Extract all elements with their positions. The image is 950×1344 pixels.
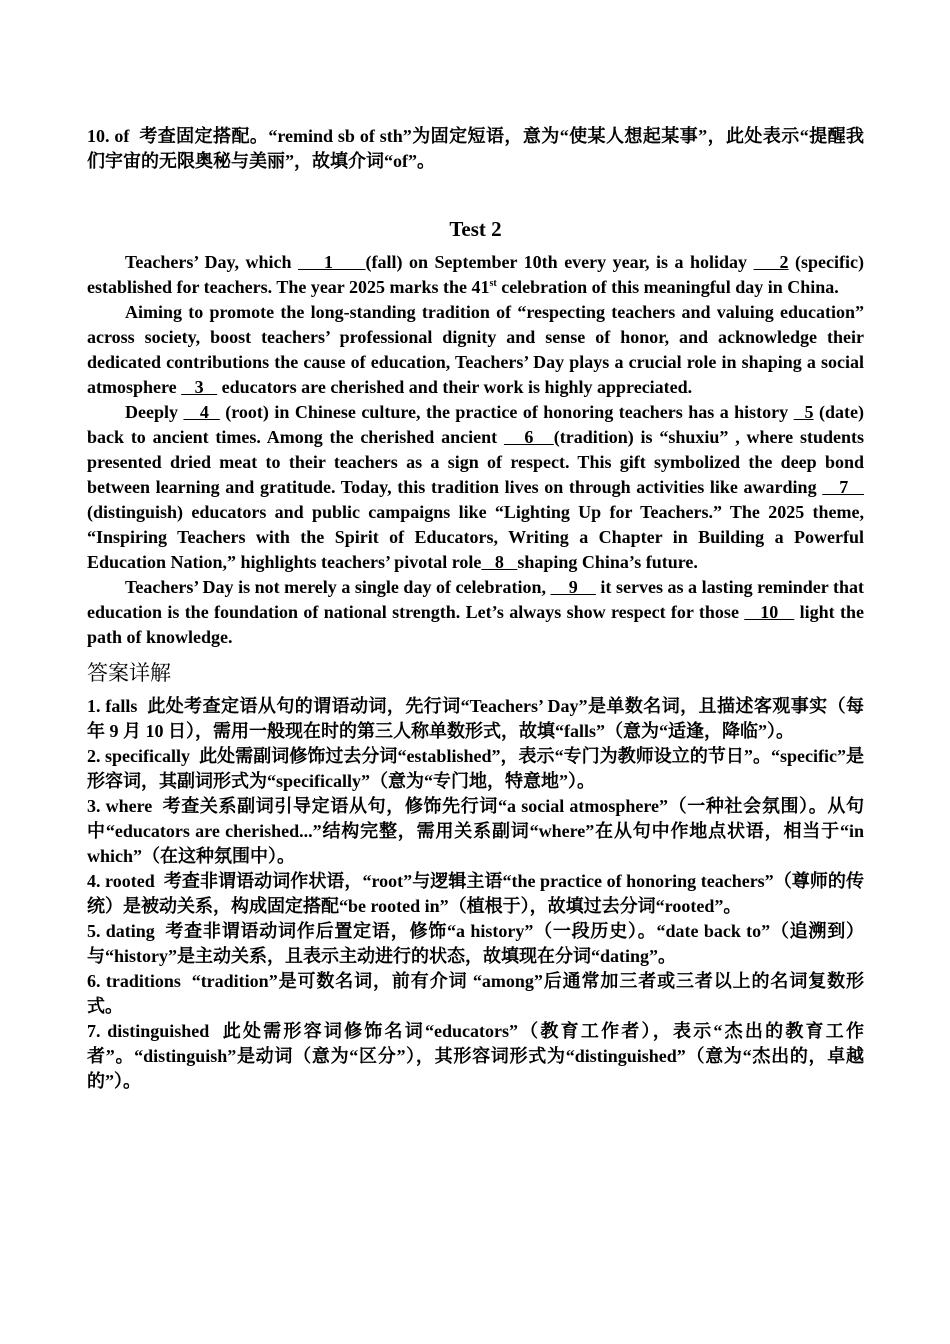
passage-paragraph <box>87 250 864 300</box>
answer-key: 7. distinguished <box>87 1021 210 1041</box>
passage-text: shaping China’s future. <box>517 552 698 572</box>
answer-text: 此处考查定语从句的谓语动词，先行词“Teachers’ Day”是单数名词，且描述客观事实（每年 9 月 10 日），需用一般现在时的第三人称单数形式，故填“falls”（意为“适逢，降临”）。 <box>87 696 865 741</box>
answer-text: 考查非谓语动词作后置定语，修饰“a history”（一段历史）。“date back to”（追溯到）与“history”是主动关系，且表示主动进行的状态，故填现在分词“dating”。 <box>87 921 864 966</box>
previous-answer-10 <box>87 124 864 174</box>
passage-text: (root) in Chinese culture, the practice of honoring teachers has a history <box>219 402 794 422</box>
answer-key: 2. specifically <box>87 746 191 766</box>
blank-8[interactable]: 8 <box>481 552 518 572</box>
passage-text: (fall) on September 10th every year, is a holiday <box>365 252 754 272</box>
answer-text: 考查固定搭配。“remind sb of sth”为固定短语，意为“使某人想起某事”，此处表示“提醒我们宇宙的无限奥秘与美丽”，故填介词“of”。 <box>87 126 865 171</box>
answer-item <box>87 1019 864 1094</box>
passage-text: educators are cherished and their work is highly appreciated. <box>217 377 693 397</box>
passage-text: Aiming to promote the long-standing tradition of “respecting teachers and valuing education” across society, boost teachers’ professional dignity and sense of honor, and acknowledge their dedicated contributions the cause of education, Teachers’ Day plays a crucial role in shaping a social atmosphere <box>87 302 864 397</box>
answer-item <box>87 919 864 969</box>
answers-heading: 答案详解 <box>87 661 171 685</box>
answer-item <box>87 744 864 794</box>
answer-text: “tradition”是可数名词，前有介词 “among”后通常加三者或三者以上的名词复数形式。 <box>87 971 864 1016</box>
answer-key: 3. where <box>87 796 153 816</box>
blank-3[interactable]: 3 <box>181 377 218 397</box>
answer-key: 6. traditions <box>87 971 181 991</box>
answer-key: 5. dating <box>87 921 155 941</box>
passage-text: (distinguish) educators and public campaigns like “Lighting Up for Teachers.” The 2025 theme, “Inspiring Teachers with the Spirit of Educators, Writing a Chapter in Building a Powerful Education Nation,” highlights teachers’ pivotal role <box>87 502 864 572</box>
answer-item <box>87 794 864 869</box>
blank-7[interactable]: 7 <box>822 477 864 497</box>
blank-5[interactable]: 5 <box>793 402 814 422</box>
blank-2[interactable]: 2 <box>753 252 789 272</box>
passage-text: Teachers’ Day is not merely a single day of celebration, <box>125 577 551 597</box>
answer-text: 考查关系副词引导定语从句，修饰先行词“a social atmosphere”（一种社会氛围）。从句中“educators are cherished...”结构完整，需用关系副词“where”在从句中作地点状语，相当于“in which”（在这种氛围中）。 <box>87 796 865 866</box>
passage-text: it serves as a lasting reminder that education is the foundation of national strength. Let’s always show respect for those <box>87 577 864 622</box>
answer-text: 考查非谓语动词作状语，“root”与逻辑主语“the practice of honoring teachers”（尊师的传统）是被动关系，构成固定搭配“be rooted in”（植根于），故填过去分词“rooted”。 <box>87 871 864 916</box>
answer-key: 10. of <box>87 126 130 146</box>
passage-text: Deeply <box>125 402 184 422</box>
passage-paragraph <box>87 300 864 400</box>
passage-text: celebration of this meaningful day in China. <box>496 277 839 297</box>
test-title: Test 2 <box>449 217 502 241</box>
answer-item <box>87 869 864 919</box>
answer-item <box>87 969 864 1019</box>
passage <box>87 250 864 650</box>
passage-text: (date) back to ancient times. Among the cherished ancient <box>87 402 865 447</box>
answer-key: 1. falls <box>87 696 138 716</box>
superscript: st <box>489 278 497 289</box>
answer-text: 此处需形容词修饰名词“educators”（教育工作者），表示“杰出的教育工作者”。“distinguish”是动词（意为“区分”），其形容词形式为“distinguished”（意为“杰出的，卓越的”）。 <box>87 1021 864 1091</box>
blank-1[interactable]: 1 <box>298 252 366 272</box>
passage-text: Teachers’ Day, which <box>125 252 299 272</box>
blank-4[interactable]: 4 <box>183 402 220 422</box>
passage-text: (specific) established for teachers. The year 2025 marks the 41 <box>87 252 865 297</box>
answers-list <box>87 694 864 1094</box>
blank-10[interactable]: 10 <box>744 602 795 622</box>
passage-paragraph <box>87 400 864 575</box>
blank-6[interactable]: 6 <box>503 427 554 447</box>
passage-paragraph <box>87 575 864 650</box>
answer-key: 4. rooted <box>87 871 155 891</box>
passage-text: (tradition) is “shuxiu” , where students presented dried meat to their teachers as a sign of respect. This gift symbolized the deep bond between learning and gratitude. Today, this tradition lives on through activities like awarding <box>87 427 864 497</box>
answer-item <box>87 694 864 744</box>
passage-text: light the path of knowledge. <box>87 602 865 647</box>
blank-9[interactable]: 9 <box>550 577 596 597</box>
document-page <box>87 124 864 1094</box>
answer-text: 此处需副词修饰过去分词“established”，表示“专门为教师设立的节日”。“specific”是形容词，其副词形式为“specifically”（意为“专门地，特意地”）。 <box>87 746 865 791</box>
